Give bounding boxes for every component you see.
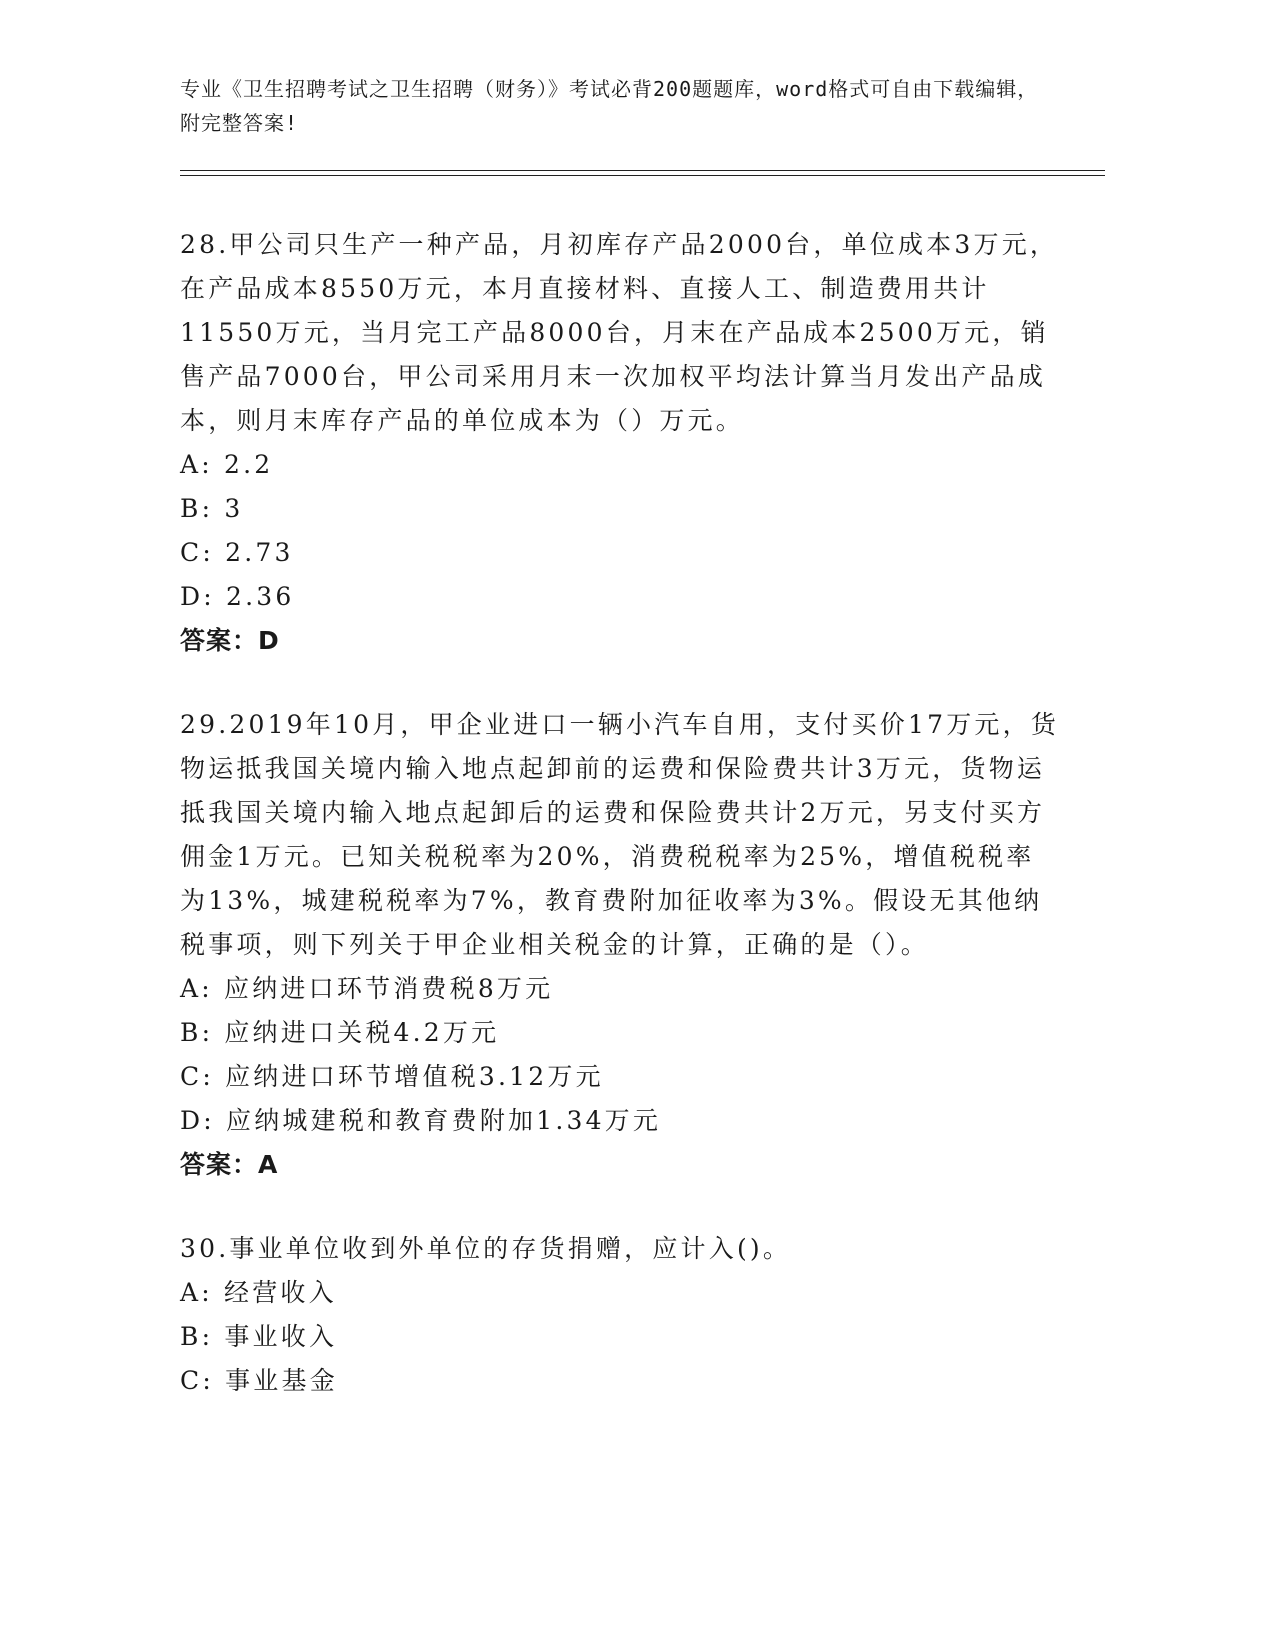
option-b: B: 事业收入 xyxy=(180,1322,338,1351)
question-stem: 29.2019年10月，甲企业进口一辆小汽车自用，支付买价17万元，货物运抵我国关境内输入地点起卸前的运费和保险费共计3万元，货物运抵我国关境内输入地点起卸后的运费和保险费共计2万元，另支付买方佣金1万元。已知关税税率为20%，消费税税率为25%，增值税税率为13%，城建税税率为7%，教育费附加征收率为3%。假设无其他纳税事项，则下列关于甲企业相关税金的计算，正确的是（）。 xyxy=(180,710,1060,959)
header-divider-bottom xyxy=(180,175,1105,176)
option-b: B: 3 xyxy=(180,494,244,523)
answer: 答案：D xyxy=(180,626,280,655)
option-a: A: 应纳进口环节消费税8万元 xyxy=(180,974,554,1003)
option-d: D: 应纳城建税和教育费附加1.34万元 xyxy=(180,1106,662,1135)
question-28 xyxy=(180,223,1060,663)
answer: 答案：A xyxy=(180,1150,279,1179)
option-c: C: 事业基金 xyxy=(180,1366,338,1395)
question-30 xyxy=(180,1227,1060,1403)
option-b: B: 应纳进口关税4.2万元 xyxy=(180,1018,500,1047)
document-header: 专业《卫生招聘考试之卫生招聘（财务）》考试必背200题题库，word格式可自由下载编辑，附完整答案! xyxy=(180,77,1039,135)
option-c: C: 2.73 xyxy=(180,538,294,567)
option-d: D: 2.36 xyxy=(180,582,295,611)
option-c: C: 应纳进口环节增值税3.12万元 xyxy=(180,1062,604,1091)
header-divider-top xyxy=(180,170,1105,171)
question-stem: 30.事业单位收到外单位的存货捐赠，应计入()。 xyxy=(180,1234,792,1263)
option-a: A: 经营收入 xyxy=(180,1278,337,1307)
option-a: A: 2.2 xyxy=(180,450,274,479)
question-29 xyxy=(180,703,1060,1187)
question-stem: 28.甲公司只生产一种产品，月初库存产品2000台，单位成本3万元，在产品成本8550万元，本月直接材料、直接人工、制造费用共计11550万元，当月完工产品8000台，月末在产品成本2500万元，销售产品7000台，甲公司采用月末一次加权平均法计算当月发出产品成本，则月末库存产品的单位成本为（）万元。 xyxy=(180,230,1059,435)
